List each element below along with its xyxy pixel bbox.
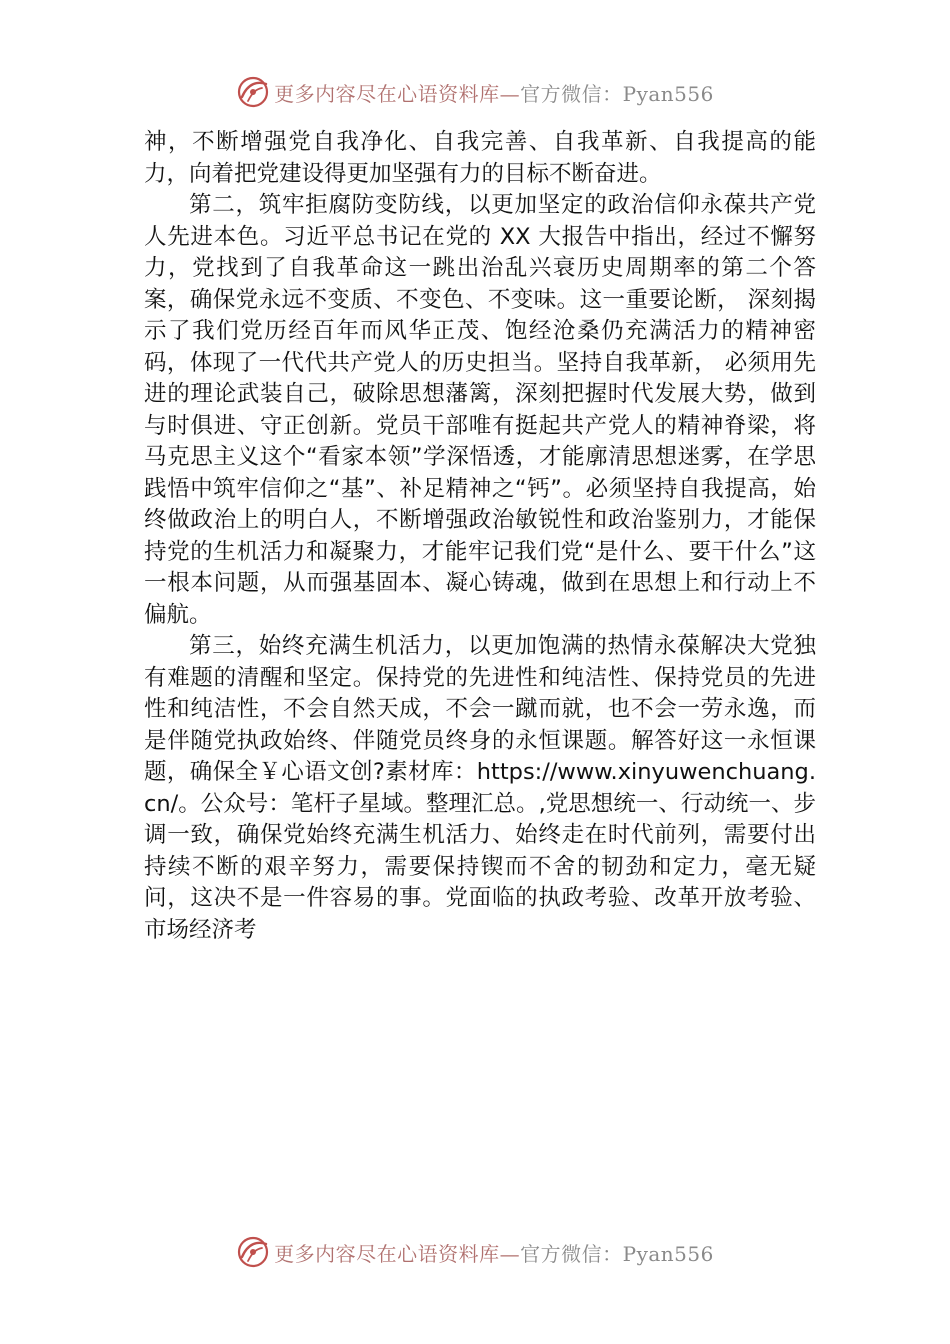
document-body	[144, 127, 816, 946]
paragraph-continuation: 神，不断增强党自我净化、自我完善、自我革新、自我提高的能力，向着把党建设得更加坚强有力的目标不断奋进。	[144, 129, 816, 187]
paragraph-second: 第二，筑牢拒腐防变防线，以更加坚定的政治信仰永葆共产党人先进本色。习近平总书记在党的 XX 大报告中指出，经过不懈努力，党找到了自我革命这一跳出治乱兴衰历史周期率的第二个答案，确保党永远不变质、不变色、不变味。这一重要论断， 深刻揭示了我们党历经百年而风华正茂、饱经沧桑仍充满活力的精神密码，体现了一代代共产党人的历史担当。坚持自我革新， 必须用先进的理论武装自己，破除思想藩篱，深刻把握时代发展大势，做到与时俱进、守正创新。党员干部唯有挺起共产党人的精神脊梁，将马克思主义这个“看家本领”学深悟透，才能廓清思想迷雾，在学思践悟中筑牢信仰之“基”、补足精神之“钙”。必须坚持自我提高，始终做政治上的明白人，不断增强政治敏锐性和政治鉴别力，才能保持党的生机活力和凝聚力，才能牢记我们党“是什么、要干什么”这一根本问题，从而强基固本、凝心铸魂，做到在思想上和行动上不偏航。	[144, 192, 816, 628]
paragraph-third: 第三，始终充满生机活力，以更加饱满的热情永葆解决大党独有难题的清醒和坚定。保持党的先进性和纯洁性、保持党员的先进性和纯洁性，不会自然天成，不会一蹴而就，也不会一劳永逸，而是伴随党执政始终、伴随党员终身的永恒课题。解答好这一永恒课题，确保全￥心语文创?素材库：https://www.xinyuwenchuang.cn/。公众号：笔杆子星域。整理汇总。,党思想统一、行动统一、步调一致，确保党始终充满生机活力、始终走在时代前列，需要付出持续不断的艰辛努力，需要保持锲而不舍的韧劲和定力，毫无疑问，这决不是一件容易的事。党面临的执政考验、改革开放考验、市场经济考	[144, 633, 816, 943]
xinyu-logo-icon	[236, 75, 270, 109]
header-watermark-banner	[0, 72, 950, 112]
xinyu-logo-icon	[236, 1235, 270, 1269]
watermark-text: 更多内容尽在心语资料库—官方微信：Pyan556	[274, 1241, 714, 1266]
footer-watermark-banner	[0, 1232, 950, 1272]
watermark-text: 更多内容尽在心语资料库—官方微信：Pyan556	[274, 81, 714, 106]
